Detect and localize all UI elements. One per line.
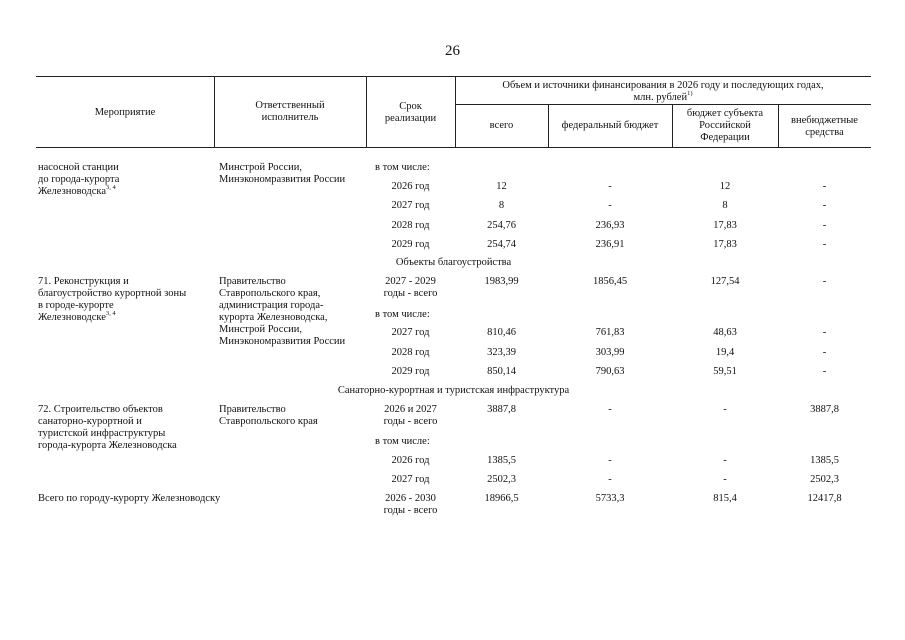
grand-total-label: Всего по городу-курорту Железноводску [38,493,221,504]
table-cell: 2027 - 2029 [385,276,436,287]
table-cell: 810,46 [487,327,516,338]
table-cell: благоустройство курортной зоны [38,288,187,299]
table-cell: 19,4 [715,347,735,358]
table-cell: 850,14 [487,366,516,377]
table-cell: реализации [384,113,437,124]
table-cell: - [723,455,727,466]
block72-including: в том числе: [375,436,430,447]
table-cell: - [608,474,612,485]
table-cell: 59,51 [713,366,737,377]
table-cell: Срок [399,101,422,112]
table-cell: 1) [687,89,693,97]
table-cell: - [822,200,827,211]
page-number: 26 [445,43,460,59]
table-cell: 12 [719,181,731,192]
header-activity [36,107,214,119]
table-cell: курорта Железноводска, [219,312,328,323]
header-funding [455,80,871,104]
table-cell: 3887,8 [810,404,839,415]
table-cell: Ставропольского края, [219,288,321,299]
header-extra [778,115,871,139]
table-cell: до города-курорта [38,174,120,185]
table-cell: санаторно-курортной и [38,416,142,427]
table-cell: Правительство [219,276,286,287]
table-cell: 2027 год [391,327,430,338]
table-cell: 236,91 [595,239,625,250]
table-cell: 12417,8 [807,493,842,504]
table-cell: федеральный бюджет [561,120,659,131]
table-cell: исполнитель [261,112,319,123]
table-cell: 2029 год [391,366,430,377]
block1-executor [219,162,345,186]
table-cell: Минстрой России, [219,324,302,335]
table-cell: годы - всего [383,505,438,516]
block1-name [38,162,119,198]
table-cell: Объем и источники финансирования в 2026 году и последующих годах, [502,80,824,91]
block72-executor [219,404,318,428]
table-cell: - [608,200,612,211]
table-cell: 8 [498,200,505,211]
table-cell: - [608,404,612,415]
table-cell: всего [489,120,514,131]
table-cell: 71. Реконструкция и [38,276,129,287]
table-cell: Федерации [700,132,750,143]
table-cell: 2028 год [391,220,430,231]
table-cell: города-курорта Железноводска [38,440,177,451]
table-cell: 2502,3 [810,474,839,485]
header-executor [214,100,366,124]
table-cell: средства [805,127,844,138]
table-cell: 1983,99 [484,276,519,287]
table-cell: 18966,5 [484,493,519,504]
table-cell: 2029 год [391,239,430,250]
table-cell: 3, 4 [106,183,116,191]
header-total [455,120,548,132]
grand-total-period [366,493,455,517]
table-cell: годы - всего [383,288,438,299]
table-cell: Мероприятие [94,107,156,118]
table-cell: 236,93 [595,220,625,231]
table-cell: 72. Строительство объектов [38,404,163,415]
table-cell: внебюджетные [791,115,858,126]
table-cell: Минэкономразвития России [219,174,346,185]
table-cell: 12 [496,181,507,192]
table-cell: 2026 год [391,455,430,466]
table-cell: 5733,3 [595,493,625,504]
table-cell: 254,76 [487,220,516,231]
table-cell: - [822,347,827,358]
block71-name [38,276,186,324]
table-cell: бюджет субъекта [686,108,764,119]
table-cell: 8 [722,200,728,211]
block71-period [366,276,455,300]
table-cell: 1385,5 [810,455,839,466]
table-cell: - [822,366,827,377]
table-cell: Железноводска [38,186,107,197]
table-cell: - [608,181,612,192]
table-cell: Минстрой России, [219,162,302,173]
table-cell: годы - всего [383,416,438,427]
table-cell: - [822,220,827,231]
table-cell: 303,99 [595,347,625,358]
table-cell: туристской инфраструктуры [38,428,166,439]
block71-executor [219,276,345,348]
table-cell: Минэкономразвития России [219,336,346,347]
table-cell: 323,39 [487,347,516,358]
table-cell: 2026 - 2030 [385,493,436,504]
table-cell: - [822,327,827,338]
table-cell: администрация города- [219,300,324,311]
table-cell: 2026 и 2027 [384,404,437,415]
table-cell: 761,83 [595,327,625,338]
table-cell: 790,63 [595,366,625,377]
funding-header-divider [455,104,871,105]
table-cell: 3, 4 [105,309,116,317]
table-cell: 2027 год [391,200,430,211]
table-cell: 2502,3 [487,474,516,485]
table-cell: Ответственный [255,100,325,111]
section-heading-tourism: Санаторно-курортная и туристская инфраструктура [337,385,570,396]
table-cell: в городе-курорте [38,300,114,311]
table-cell: - [822,276,827,287]
table-cell: Российской [699,120,751,131]
table-cell: 2026 год [391,181,430,192]
header-period [366,101,455,125]
table-cell: - [822,181,827,192]
table-cell: насосной станции [38,162,119,173]
table-cell: - [723,404,727,415]
table-cell: Ставропольского края [219,416,318,427]
section-heading-landscaping: Объекты благоустройства [395,257,512,268]
table-cell: 815,4 [713,493,737,504]
table-cell: 3887,8 [487,404,516,415]
table-cell: Железноводске [38,312,106,323]
table-cell: 17,83 [713,239,737,250]
block1-including: в том числе: [375,162,430,173]
table-cell: 2027 год [391,474,430,485]
table-cell: 1385,5 [487,455,516,466]
block72-name [38,404,177,452]
table-cell: 2028 год [391,347,430,358]
table-cell: 17,83 [713,220,737,231]
table-cell: 48,63 [713,327,737,338]
table-cell: Правительство [219,404,286,415]
table-cell: 1856,45 [592,276,628,287]
table-cell: 254,74 [487,239,516,250]
table-top-border [36,76,871,77]
table-cell: - [822,239,827,250]
table-cell: - [723,474,727,485]
header-regional [672,108,778,144]
table-cell: - [608,455,612,466]
table-cell: 127,54 [710,276,740,287]
table-header-bottom-border [36,147,871,148]
header-federal [548,120,672,132]
block72-period [366,404,455,428]
block71-including: в том числе: [375,309,430,320]
table-cell: млн. рублей [633,92,688,103]
